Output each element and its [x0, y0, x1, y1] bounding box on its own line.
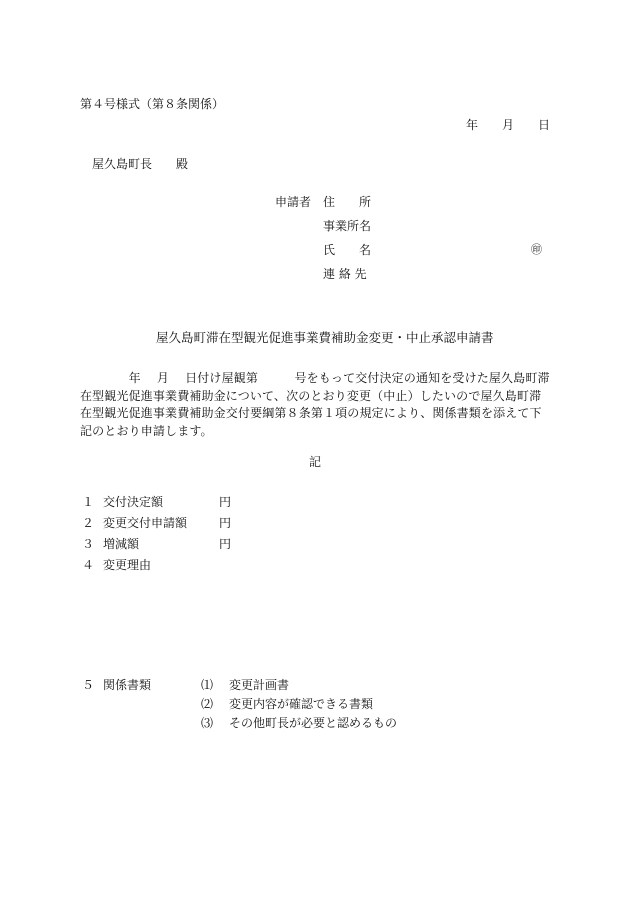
- item-number: ３: [82, 537, 95, 551]
- item-label-grant-amount: 交付決定額: [103, 495, 164, 509]
- date-year: 年: [466, 118, 479, 132]
- date-line: [466, 119, 550, 131]
- item-unit: 円: [219, 495, 232, 509]
- date-month: 月: [502, 118, 515, 132]
- name-label: 氏 名: [323, 243, 372, 257]
- addressee-honorific: 殿: [176, 157, 189, 171]
- document-title: 屋久島町滞在型観光促進事業費補助金変更・中止承認申請書: [156, 330, 494, 345]
- item-label-change-reason: 変更理由: [103, 558, 152, 572]
- item-label-difference: 増減額: [103, 537, 140, 551]
- contact-label: 連 絡 先: [323, 267, 367, 281]
- item-label-changed-amount: 変更交付申請額: [103, 516, 188, 530]
- item-number: ２: [82, 516, 95, 530]
- related-doc-item: 変更計画書: [229, 678, 290, 692]
- form-number: 第４号様式（第８条関係）: [80, 97, 225, 111]
- item-number: １: [82, 495, 95, 509]
- date-day: 日: [538, 118, 551, 132]
- item-number: ４: [82, 558, 95, 572]
- applicant-label: 申請者: [275, 195, 312, 209]
- address-label: 住 所: [323, 195, 372, 209]
- addressee: [92, 158, 188, 170]
- related-doc-item: 変更内容が確認できる書類: [229, 697, 374, 711]
- seal-mark: ㊞: [531, 243, 542, 256]
- item-number: ５: [82, 678, 95, 692]
- office-name-label: 事業所名: [323, 219, 372, 233]
- item-label-related-documents: 関係書類: [103, 678, 152, 692]
- item-unit: 円: [219, 516, 232, 530]
- item-unit: 円: [219, 537, 232, 551]
- ki-heading: 記: [309, 455, 322, 469]
- related-doc-number: ⑵: [201, 697, 214, 711]
- related-doc-number: ⑴: [201, 678, 214, 692]
- document-body: 年 月 日付け屋観第 号をもって交付決定の通知を受けた屋久島町滞在型観光促進事業費補助金について、次のとおり変更（中止）したいので屋久島町滞在型観光促進事業費補助金交付要綱第８条第１項の規定により、関係書類を添えて下記のとおり申請します。: [80, 371, 550, 438]
- addressee-title: 屋久島町長: [92, 157, 153, 171]
- related-doc-number: ⑶: [201, 716, 214, 730]
- related-doc-item: その他町長が必要と認めるもの: [229, 716, 398, 730]
